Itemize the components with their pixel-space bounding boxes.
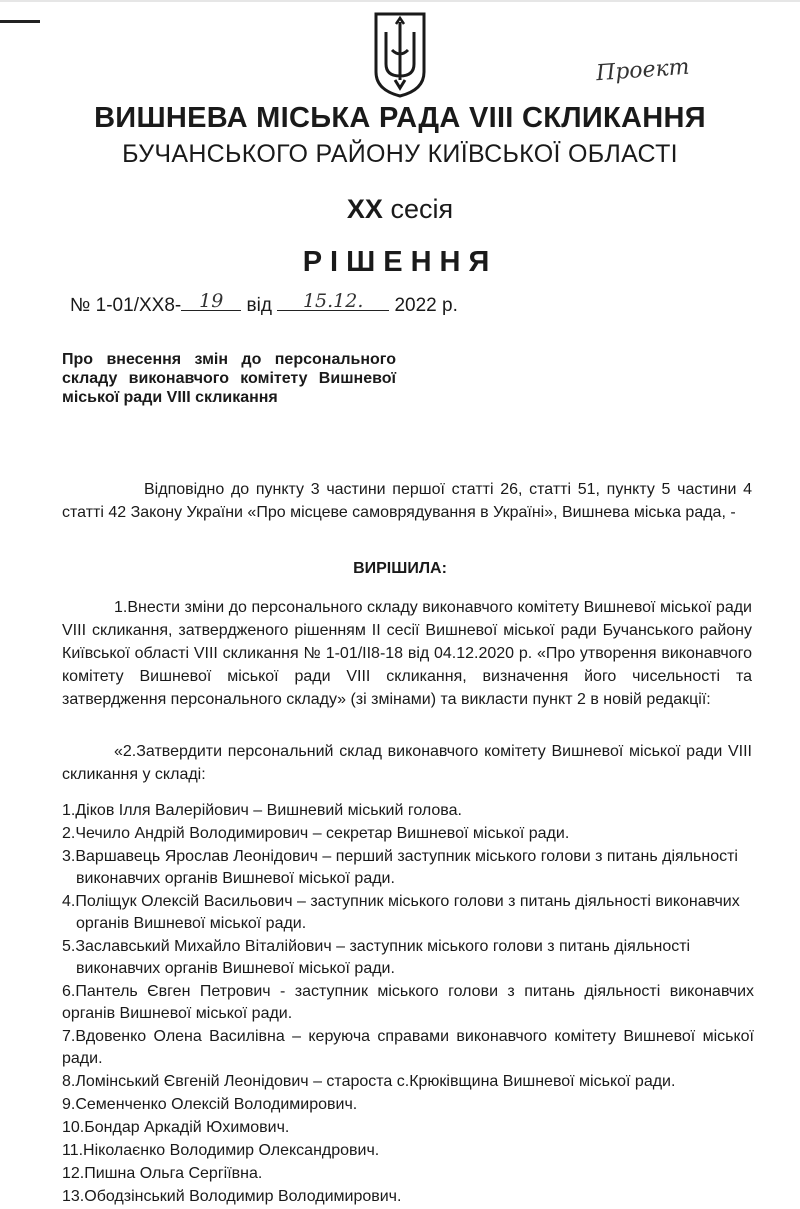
scan-mark [0,0,800,2]
list-item: 1.Діков Ілля Валерійович – Вишневий міський голова. [62,802,462,819]
list-item: 13.Ободзінський Володимир Володимирович. [62,1188,402,1205]
year-suffix: 2022 р. [394,295,458,316]
decision-number-line [70,290,458,317]
scan-mark [0,20,40,23]
point-2: «2.Затвердити персональний склад виконавчого комітету Вишневої міської ради VIII скликання у складі: [62,743,752,783]
preamble: Відповідно до пункту 3 частини першої статті 26, статті 51, пункту 5 частини 4 статті 42 Закону України «Про місцеве самоврядування в Україні», Вишнева міська рада, - [62,481,752,521]
session-number: XX [346,194,383,224]
council-name: ВИШНЕВА МІСЬКА РАДА VIII СКЛИКАННЯ [94,102,706,134]
decision-number: 19 [181,290,241,311]
list-item: 8.Ломінський Євгеній Леонідович – староста с.Крюківщина Вишневої міської ради. [62,1073,676,1090]
number-prefix: № 1-01/XX8- [70,295,182,316]
from-word: від [246,295,272,316]
list-item: 11.Ніколаєнко Володимир Олександрович. [62,1142,380,1159]
document-type: РІШЕННЯ [302,246,498,278]
session-word: сесія [390,194,454,224]
resolved-heading: ВИРІШИЛА: [353,560,447,577]
decision-subject: Про внесення змін до персонального складу виконавчого комітету Вишневої міської ради VIII скликання [62,351,396,406]
district-name: БУЧАНСЬКОГО РАЙОНУ КИЇВСЬКОЇ ОБЛАСТІ [122,140,678,168]
list-item: 2.Чечило Андрій Володимирович – секретар Вишневої міської ради. [62,825,570,842]
list-item: 6.Пантель Євген Петрович - заступник міського голови з питань діяльності виконавчих органів Вишневої міської ради. [62,983,754,1022]
handwritten-note: Проект [595,54,691,87]
list-item: 9.Семенченко Олексій Володимирович. [62,1096,358,1113]
members-list [62,800,754,1209]
list-item: 3.Варшавець Ярослав Леонідович – перший заступник міського голови з питань діяльності виконавчих органів Вишневої міської ради. [62,848,738,887]
coat-of-arms-icon [372,10,428,98]
list-item: 5.Заславський Михайло Віталійович – заступник міського голови з питань діяльності виконавчих органів Вишневої міської ради. [62,938,691,977]
session-title [0,194,800,225]
list-item: 4.Поліщук Олексій Васильович – заступник міського голови з питань діяльності виконавчих органів Вишневої міської ради. [62,893,740,932]
list-item: 7.Вдовенко Олена Василівна – керуюча справами виконавчого комітету Вишневої міської ради. [62,1028,754,1067]
list-item: 10.Бондар Аркадій Юхимович. [62,1119,290,1136]
list-item: 12.Пишна Ольга Сергіївна. [62,1165,263,1182]
point-1: 1.Внести зміни до персонального складу виконавчого комітету Вишневої міської ради VIII скликання, затвердженого рішенням II сесії Вишневої міської ради Бучанського району Київської області VIII скликання № 1-01/II8-18 від 04.12.2020 р. «Про утворення виконавчого комітету Вишневої міської ради VIII скликання, визначення його чисельності та затвердження персонального складу» (зі змінами) та викласти пункт 2 в новій редакції: [62,599,752,708]
decision-date: 15.12. [277,290,389,311]
